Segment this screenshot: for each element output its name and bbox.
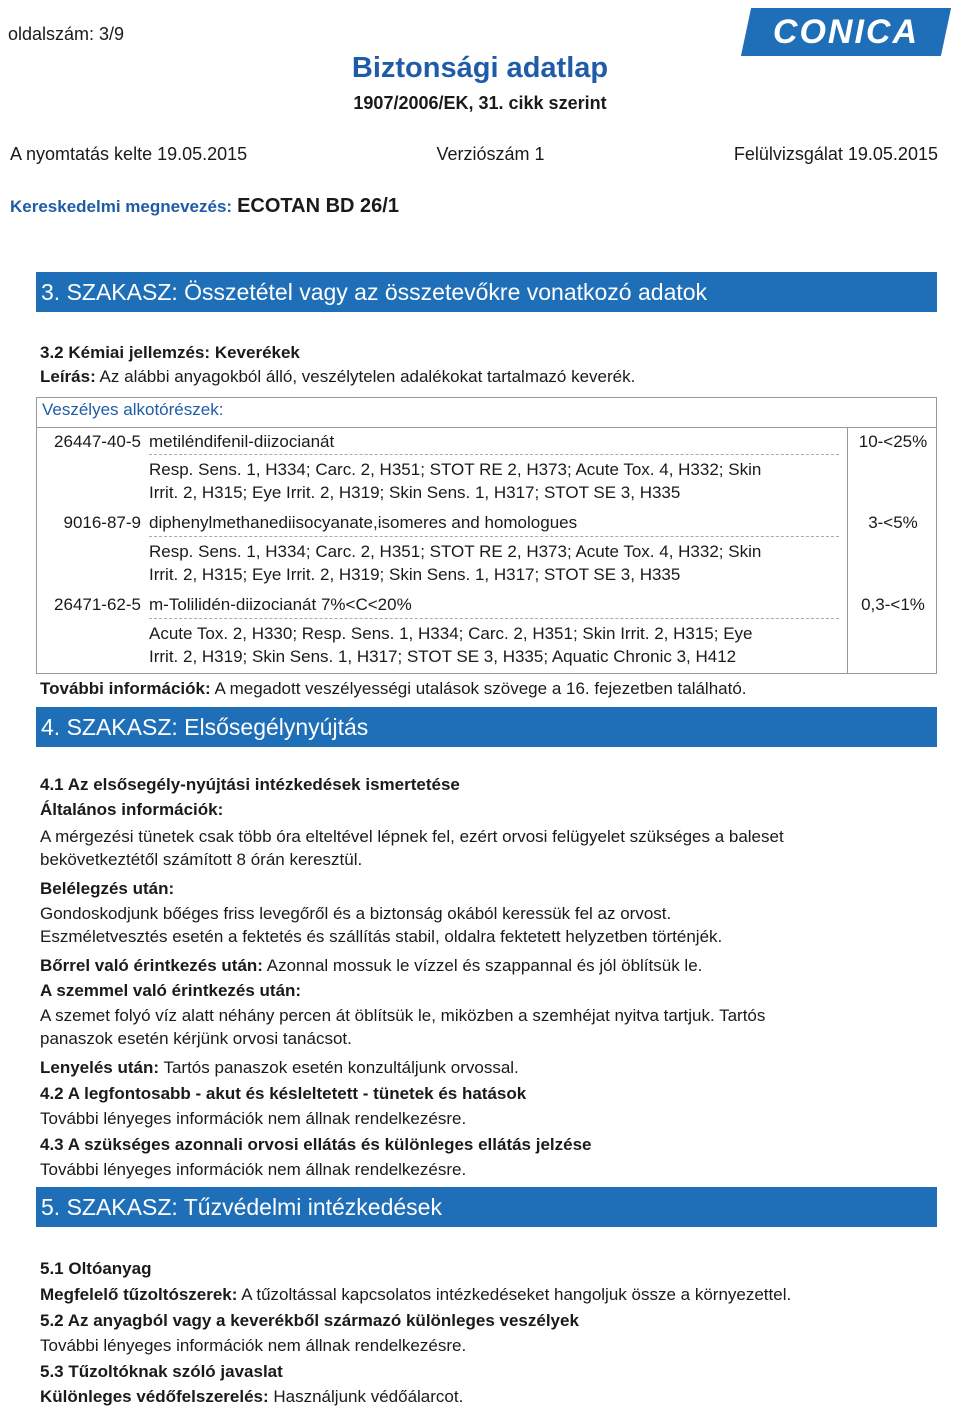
classification-line: Irrit. 2, H315; Eye Irrit. 2, H319; Skin Sens. 1, H317; STOT SE 3, H335 (149, 565, 681, 584)
document-subtitle: 1907/2006/EK, 31. cikk szerint (353, 93, 607, 113)
trade-name-label: Kereskedelmi megnevezés: (10, 197, 233, 216)
protective-equipment-text: Használjunk védőálarcot. (273, 1387, 464, 1406)
component-name: metiléndifenil-diizocianát (149, 432, 335, 451)
component-cas: 26447-40-5 (54, 432, 141, 451)
more-info-line (40, 677, 747, 700)
document-title: Biztonsági adatlap (351, 52, 609, 84)
extinguishing-text: A tűzoltással kapcsolatos intézkedéseket hangoljuk össze a környezettel. (241, 1285, 792, 1304)
inhalation-text (40, 902, 722, 948)
section-5-title: 5. SZAKASZ: Tűzvédelmi intézkedések (41, 1193, 442, 1220)
section-5-header (36, 1187, 937, 1227)
component-percent: 0,3-<1% (861, 595, 925, 614)
text-line: panaszok esetén kérjünk orvosi tanácsot. (40, 1029, 352, 1048)
skin-contact-label: Bőrrel való érintkezés után: (40, 956, 263, 975)
row-dash-divider (149, 454, 839, 455)
ingestion-label: Lenyelés után: (40, 1058, 160, 1077)
component-percent: 10-<25% (858, 432, 928, 451)
row-dash-divider (149, 618, 839, 619)
text-line: A szemet folyó víz alatt néhány percen át öblítsük le, miközben a szemhéjat nyitva tartjuk. Tartós (40, 1006, 766, 1025)
version-number: Verziószám 1 (436, 144, 545, 164)
subsection-5-2-title: 5.2 Az anyagból vagy a keverékből származó különleges veszélyek (40, 1311, 579, 1330)
classification-line: Irrit. 2, H319; Skin Sens. 1, H317; STOT SE 3, H335; Aquatic Chronic 3, H412 (149, 647, 737, 666)
classification-line: Acute Tox. 2, H330; Resp. Sens. 1, H334; Carc. 2, H351; Skin Irrit. 2, H315; Eye (149, 624, 753, 643)
subsection-5-1-title: 5.1 Oltóanyag (40, 1259, 152, 1278)
skin-contact-text: Azonnal mossuk le vízzel és szappannal és jól öblítsük le. (266, 956, 703, 975)
text-line: bekövetkeztétől számított 8 órán keresztül. (40, 850, 363, 869)
subsection-4-3-title: 4.3 A szükséges azonnali orvosi ellátás és különleges ellátás jelzése (40, 1135, 592, 1154)
section-4-header (36, 707, 937, 747)
text-line: A mérgezési tünetek csak több óra elteltével lépnek fel, ezért orvosi felügyelet szükséges a baleset (40, 827, 784, 846)
text-line: Gondoskodjunk bőéges friss levegőről és a biztonság okából keressük fel az orvost. (40, 904, 672, 923)
description-line (40, 365, 635, 388)
classification-line: Irrit. 2, H315; Eye Irrit. 2, H319; Skin Sens. 1, H317; STOT SE 3, H335 (149, 483, 681, 502)
subsection-4-3-text: További lényeges információk nem állnak rendelkezésre. (40, 1160, 467, 1179)
row-dash-divider (149, 536, 839, 537)
subsection-5-3-title: 5.3 Tűzoltóknak szóló javaslat (40, 1362, 283, 1381)
ingestion-text: Tartós panaszok esetén konzultáljunk orvossal. (163, 1058, 519, 1077)
component-percent: 3-<5% (868, 513, 918, 532)
hazardous-components-table (36, 397, 937, 674)
section-4-title: 4. SZAKASZ: Elsősegélynyújtás (41, 713, 369, 740)
component-cas: 9016-87-9 (63, 513, 141, 532)
table-column-divider (847, 427, 848, 673)
eye-contact-text (40, 1004, 765, 1050)
general-info-label: Általános információk: (40, 800, 224, 819)
description-label: Leírás: (40, 367, 96, 386)
general-info-text (40, 825, 784, 871)
subsection-4-2-text: További lényeges információk nem állnak rendelkezésre. (40, 1109, 467, 1128)
extinguishing-label: Megfelelő tűzoltószerek: (40, 1285, 238, 1304)
conica-logo (741, 8, 951, 56)
document-meta-row (10, 144, 938, 165)
section-3-header (36, 272, 937, 312)
component-name: m-Tolilidén-diizocianát 7%<C<20% (149, 595, 412, 614)
trade-name-value: ECOTAN BD 26/1 (237, 195, 399, 217)
protective-equipment-line (40, 1385, 463, 1408)
ingestion-line (40, 1056, 519, 1079)
page-number: oldalszám: 3/9 (8, 24, 125, 44)
component-name: diphenylmethanediisocyanate,isomeres and homologues (149, 513, 578, 532)
table-header-divider (37, 427, 936, 428)
skin-contact-line (40, 954, 702, 977)
classification-line: Resp. Sens. 1, H334; Carc. 2, H351; STOT RE 2, H373; Acute Tox. 4, H332; Skin (149, 460, 762, 479)
subsection-4-2-title: 4.2 A legfontosabb - akut és késleltetett - tünetek és hatások (40, 1084, 527, 1103)
hazardous-components-header: Veszélyes alkotórészek: (42, 400, 224, 419)
subsection-5-2-text: További lényeges információk nem állnak rendelkezésre. (40, 1336, 467, 1355)
more-info-text: A megadott veszélyességi utalások szövege a 16. fejezetben található. (214, 679, 747, 698)
classification-line: Resp. Sens. 1, H334; Carc. 2, H351; STOT RE 2, H373; Acute Tox. 4, H332; Skin (149, 542, 762, 561)
inhalation-label: Belélegzés után: (40, 879, 175, 898)
description-text: Az alábbi anyagokból álló, veszélytelen adalékokat tartalmazó keverék. (99, 367, 636, 386)
eye-contact-label: A szemmel való érintkezés után: (40, 981, 302, 1000)
text-line: Eszméletvesztés esetén a fektetés és szállítás stabil, oldalra fektetett helyzetben történjék. (40, 927, 723, 946)
subsection-4-1-title: 4.1 Az elsősegély-nyújtási intézkedések ismertetése (40, 775, 460, 794)
subsection-3-2-title: 3.2 Kémiai jellemzés: Keverékek (40, 343, 300, 362)
more-info-label: További információk: (40, 679, 211, 698)
section-3-title: 3. SZAKASZ: Összetétel vagy az összetevőkre vonatkozó adatok (41, 278, 708, 305)
trade-name-line (10, 195, 399, 218)
protective-equipment-label: Különleges védőfelszerelés: (40, 1387, 269, 1406)
print-date: A nyomtatás kelte 19.05.2015 (10, 144, 248, 164)
component-cas: 26471-62-5 (54, 595, 141, 614)
logo-text: CONICA (772, 12, 920, 51)
review-date: Felülvizsgálat 19.05.2015 (733, 144, 938, 164)
extinguishing-line (40, 1283, 791, 1306)
